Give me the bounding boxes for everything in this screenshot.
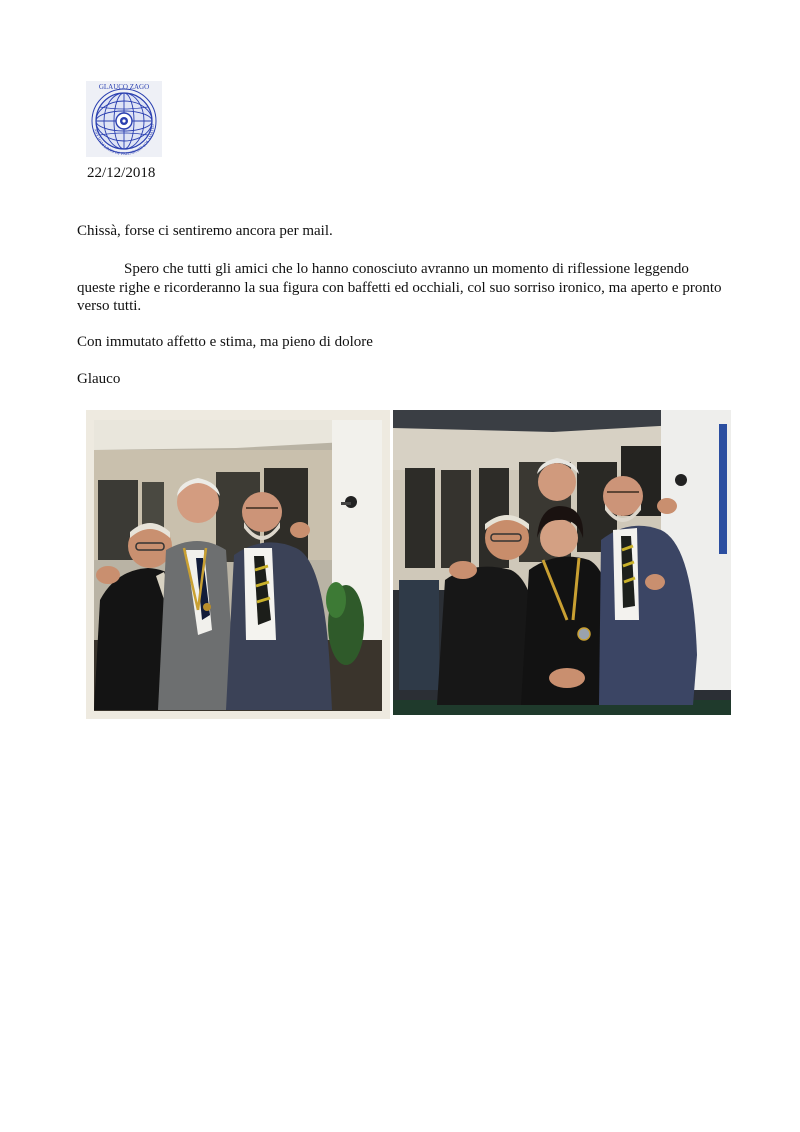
paragraph-3: Con immutato affetto e stima, ma pieno di dolore bbox=[77, 334, 373, 350]
paragraph-2: Spero che tutti gli amici che lo hanno conosciuto avranno un momento di riflessione leggendo queste righe e ricorderanno la sua figura con baffetti ed occhiali, col suo sorriso ironico, ma aperto e pronto verso tutti. bbox=[77, 261, 722, 314]
logo-ring-text: ANY HAM LINES OF FRIENDSHIP SOS AMATEU bbox=[93, 123, 156, 157]
logo-name: GLAUCO ZAGO bbox=[98, 83, 150, 91]
signature: Glauco bbox=[77, 371, 121, 387]
three-men-posing-photo bbox=[86, 410, 390, 719]
globe-seal-icon bbox=[86, 81, 162, 157]
letter-date: 22/12/2018 bbox=[87, 165, 156, 181]
paragraph-1: Chissà, forse ci sentiremo ancora per mail. bbox=[77, 223, 333, 239]
group-of-four-photo bbox=[393, 410, 731, 715]
